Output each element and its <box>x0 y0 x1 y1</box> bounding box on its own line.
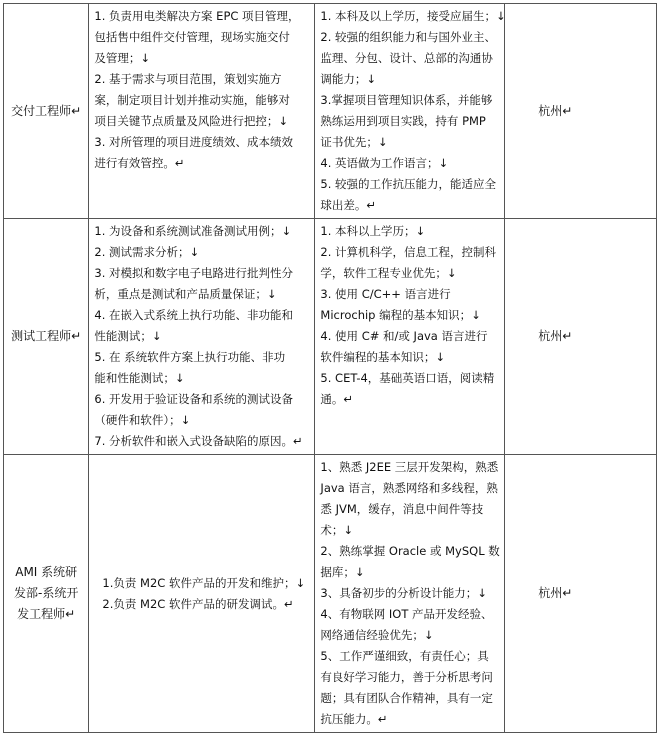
table-row <box>4 455 657 733</box>
requirement-line: Microchip 编程的基本知识；↓ <box>320 308 481 322</box>
requirement-line: 抗压能力。↵ <box>320 712 388 726</box>
duty-line: 5. 在 系统软件方案上执行功能、非功 <box>94 350 286 364</box>
requirement-line: Java 语言，熟悉网络和多线程，熟 <box>320 481 498 495</box>
duty-line: 4. 在嵌入式系统上执行功能、非功能和 <box>94 308 294 322</box>
requirement-line: 1. 本科以上学历；↓ <box>320 224 426 238</box>
requirement-line: 调能力；↓ <box>320 72 377 86</box>
duty-line: 性能测试；↓ <box>94 329 162 343</box>
requirements-cell <box>315 4 505 219</box>
requirement-line: 4. 使用 C# 和/或 Java 语言进行 <box>320 329 488 343</box>
requirement-line: 4、有物联网 IOT 产品开发经验、 <box>320 607 493 621</box>
duties-list <box>89 571 314 617</box>
requirement-line: 2、熟练掌握 Oracle 或 MySQL 数 <box>320 544 500 558</box>
job-table <box>3 3 657 733</box>
location-text: 杭州↵ <box>538 329 573 343</box>
role-cell <box>4 219 89 455</box>
duty-line: 7. 分析软件和嵌入式设备缺陷的原因。↵ <box>94 434 303 448</box>
duty-line: 案，制定项目计划并推动实施，能够对 <box>94 93 290 107</box>
role-cell <box>4 455 89 733</box>
requirements-list <box>315 4 504 218</box>
requirement-line: 3. 使用 C/C++ 语言进行 <box>320 287 451 301</box>
role-title <box>4 101 88 122</box>
requirement-line: 监理、分包、设计、总部的沟通协 <box>320 51 493 65</box>
requirements-cell <box>315 219 505 455</box>
requirement-line: 4. 英语做为工作语言；↓ <box>320 156 449 170</box>
requirement-line: 球出差。↵ <box>320 198 377 212</box>
location-cell <box>505 455 657 733</box>
requirement-line: 术；↓ <box>320 523 354 537</box>
role-title-line: AMI 系统研 <box>15 565 78 579</box>
requirement-line: 3、具备初步的分析设计能力；↓ <box>320 586 487 600</box>
role-title-line: 发工程师↵ <box>17 607 76 621</box>
duty-line: 2. 测试需求分析；↓ <box>94 245 200 259</box>
requirements-cell <box>315 455 505 733</box>
duty-line: 2.负责 M2C 软件产品的研发调试。↵ <box>102 596 294 611</box>
role-title-line: 交付工程师↵ <box>11 103 82 118</box>
duties-cell <box>89 455 315 733</box>
duty-line: 项目关键节点质量及风险进行把控；↓ <box>94 114 289 128</box>
role-title <box>4 326 88 347</box>
duty-line: 包括售中组件交付管理，现场实施交付 <box>94 30 290 44</box>
duties-cell <box>89 219 315 455</box>
table-row <box>4 219 657 455</box>
duty-line: 及管理；↓ <box>94 51 151 65</box>
duty-line: 1. 为设备和系统测试准备测试用例；↓ <box>94 224 292 238</box>
requirement-line: 3.掌握项目管理知识体系，并能够 <box>320 93 493 107</box>
role-title-line: 发部-系统开 <box>14 586 79 600</box>
duty-line: 3. 对模拟和数字电子电路进行批判性分 <box>94 266 294 280</box>
location-cell <box>505 4 657 219</box>
requirement-line: 证书优先；↓ <box>320 135 388 149</box>
duty-line: 进行有效管控。↵ <box>94 156 185 170</box>
location-text: 杭州↵ <box>538 103 573 118</box>
duties-list <box>89 4 314 176</box>
requirement-line: 5. 较强的工作抗压能力，能适应全 <box>320 177 497 191</box>
duty-line: 2. 基于需求与项目范围，策划实施方 <box>94 72 282 86</box>
requirement-line: 悉 JVM，缓存，消息中间件等技 <box>320 502 484 516</box>
requirement-line: 5、工作严谨细致，有责任心；具 <box>320 649 489 663</box>
duties-list <box>89 219 314 454</box>
requirements-list <box>315 455 504 732</box>
role-title <box>4 562 88 625</box>
requirement-line: 熟练运用到项目实践，持有 PMP <box>320 114 486 128</box>
duty-line: 1.负责 M2C 软件产品的开发和维护；↓ <box>102 575 306 590</box>
duty-line: 能和性能测试；↓ <box>94 371 185 385</box>
duty-line: （硬件和软件）；↓ <box>94 413 191 427</box>
requirement-line: 2. 计算机科学，信息工程，控制科 <box>320 245 497 259</box>
requirement-line: 通。↵ <box>320 392 354 406</box>
requirement-line: 5. CET-4，基础英语口语，阅读精 <box>320 371 495 385</box>
location-cell <box>505 219 657 455</box>
duty-line: 析，重点是测试和产品质量保证；↓ <box>94 287 277 301</box>
duty-line: 3. 对所管理的项目进度绩效、成本绩效 <box>94 135 294 149</box>
requirement-line: 1、熟悉 J2EE 三层开发架构，熟悉 <box>320 460 499 474</box>
requirement-line: 据库；↓ <box>320 565 365 579</box>
role-cell <box>4 4 89 219</box>
requirement-line: 有良好学习能力，善于分析思考问 <box>320 670 493 684</box>
requirement-line: 软件编程的基本知识；↓ <box>320 350 446 364</box>
duties-cell <box>89 4 315 219</box>
role-title-line: 测试工程师↵ <box>11 329 82 343</box>
duty-line: 1. 负责用电类解决方案 EPC 项目管理， <box>94 9 300 23</box>
requirement-line: 学，软件工程专业优先；↓ <box>320 266 457 280</box>
duty-line: 6. 开发用于验证设备和系统的测试设备 <box>94 392 294 406</box>
table-row <box>4 4 657 219</box>
requirement-line: 题；具有团队合作精神，具有一定 <box>320 691 493 705</box>
requirement-line: 2. 较强的组织能力和与国外业主、 <box>320 30 497 44</box>
requirements-list <box>315 219 504 412</box>
location-text: 杭州↵ <box>538 586 573 600</box>
requirement-line: 1. 本科及以上学历，接受应届生；↓ <box>320 9 506 23</box>
requirement-line: 网络通信经验优先；↓ <box>320 628 434 642</box>
